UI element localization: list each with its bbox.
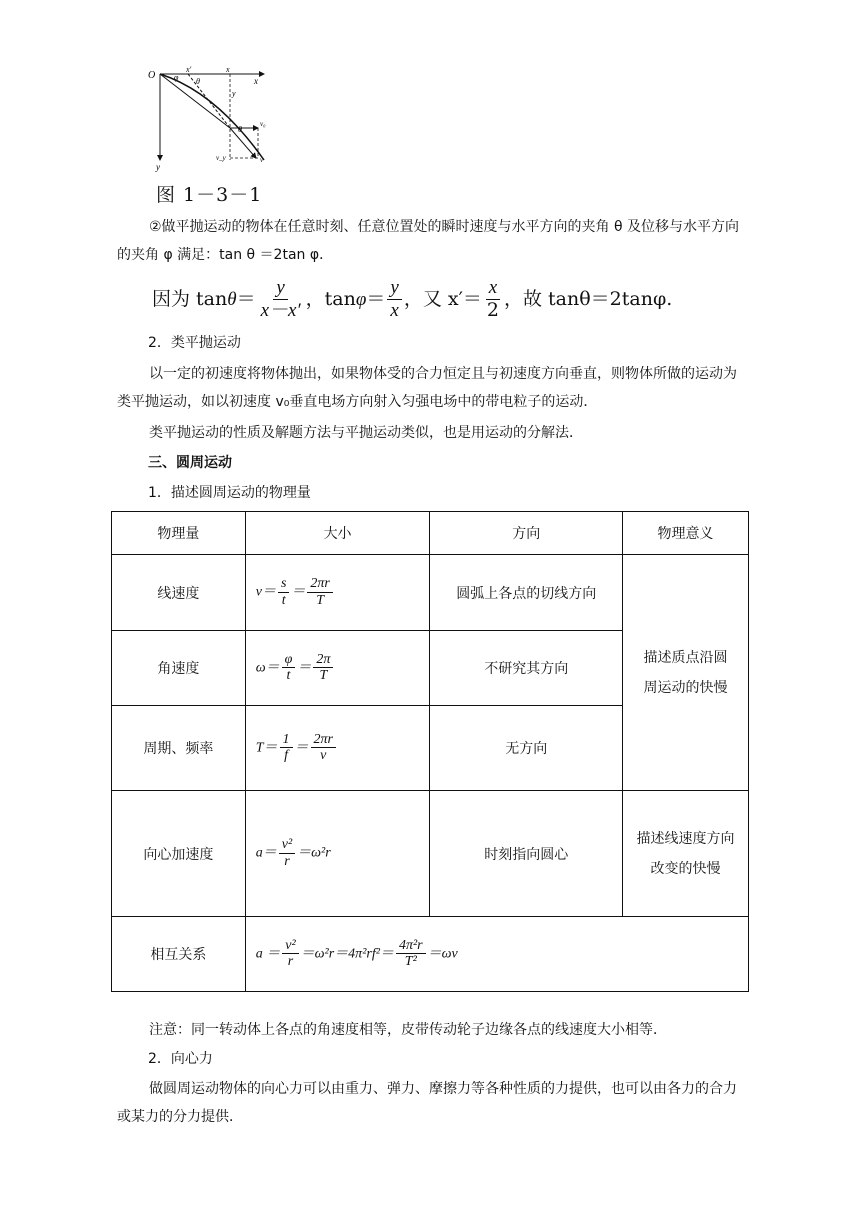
trajectory-curve [160, 74, 264, 160]
formula-linear-velocity: v＝ $\frac{s}{t}$ ＝ $\frac{2\pi r}{T}$ [245, 555, 430, 631]
circular-motion-table [111, 511, 749, 992]
y-mid-label: y [232, 89, 236, 98]
vx-label: v₀ [260, 120, 266, 128]
phi-label: φ [174, 73, 179, 82]
table-header: 物理意义 [623, 512, 749, 555]
paragraph-centripetal-force: 做圆周运动物体的向心力可以由重力、弹力、摩擦力等各种性质的力提供，也可以由各力的合力或某力的分力提供． [117, 1081, 737, 1125]
vy-label: v_y [216, 154, 226, 162]
row-direction: 圆弧上各点的切线方向 [430, 555, 623, 631]
x-prime-label: x' [186, 65, 192, 74]
formula-relation: a ＝ $\frac{\text{v²}}{r}$ ＝ω²r＝4π²rf²＝ $\frac{\text{4π²r}}{\text{T²}}$ ＝ωv [245, 917, 748, 992]
paragraph-tan-relation: ②做平抛运动的物体在任意时刻、任意位置处的瞬时速度与水平方向的夹角 θ 及位移与水平方向的夹角 φ 满足：tan θ ＝2tan φ． [117, 219, 740, 263]
heading-quantities: 1．描述圆周运动的物理量 [148, 485, 311, 501]
theta-mid-label: θ [238, 125, 242, 134]
x-axis-label: x [254, 76, 258, 86]
projectile-diagram [146, 62, 276, 174]
row-name: 相互关系 [112, 917, 246, 992]
row-name: 角速度 [112, 631, 246, 706]
figure-caption: 图 1－3－1 [156, 184, 263, 206]
x-top-label: x [226, 65, 230, 74]
note-paragraph: 注意：同一转动体上各点的角速度相等，皮带传动轮子边缘各点的线速度大小相等． [149, 1022, 667, 1038]
table-header: 方向 [430, 512, 623, 555]
table-row [112, 917, 749, 992]
row-direction: 时刻指向圆心 [430, 791, 623, 917]
heading-class-projectile: 2．类平抛运动 [148, 335, 241, 351]
theta-top-label: θ [196, 77, 200, 86]
heading-circular-motion: 三、圆周运动 [148, 455, 232, 471]
paragraph-class-projectile-2: 类平抛运动的性质及解题方法与平抛运动类似，也是用运动的分解法． [149, 425, 583, 441]
heading-centripetal-force: 2．向心力 [148, 1051, 213, 1067]
table-header-row [112, 512, 749, 555]
because-formula: 因为 tanθ＝ $\frac{y}{x-x'}$ ，tanφ＝ $\frac{y}{x}$ ，又 x′＝ $\frac{x}{2}$ ，故 tanθ＝2tanφ. [152, 277, 673, 322]
table-row [112, 791, 749, 917]
row-direction: 不研究其方向 [430, 631, 623, 706]
row-name: 线速度 [112, 555, 246, 631]
formula-angular-velocity: ω＝ $\frac{\varphi}{t}$ ＝ $\frac{2\pi}{T}$ [245, 631, 430, 706]
v-label: v [260, 156, 264, 164]
y-axis-label: y [156, 162, 160, 172]
table-header: 大小 [245, 512, 430, 555]
meaning-direction: 描述线速度方向改变的快慢 [623, 791, 749, 917]
row-direction: 无方向 [430, 706, 623, 791]
meaning-speed: 描述质点沿圆周运动的快慢 [623, 555, 749, 791]
table-row [112, 555, 749, 631]
table-header: 物理量 [112, 512, 246, 555]
displacement-line [160, 74, 230, 128]
row-name: 向心加速度 [112, 791, 246, 917]
formula-centripetal-acceleration: a＝ $\frac{\text{v²}}{r}$ ＝ω²r [245, 791, 430, 917]
row-name: 周期、频率 [112, 706, 246, 791]
formula-period: T＝ $\frac{1}{f}$ ＝ $\frac{2\pi r}{v}$ [245, 706, 430, 791]
origin-label: O [148, 70, 156, 81]
paragraph-class-projectile-1: 以一定的初速度将物体抛出，如果物体受的合力恒定且与初速度方向垂直，则物体所做的运动为类平抛运动，如以初速度 v₀垂直电场方向射入匀强电场中的带电粒子的运动． [117, 366, 737, 410]
